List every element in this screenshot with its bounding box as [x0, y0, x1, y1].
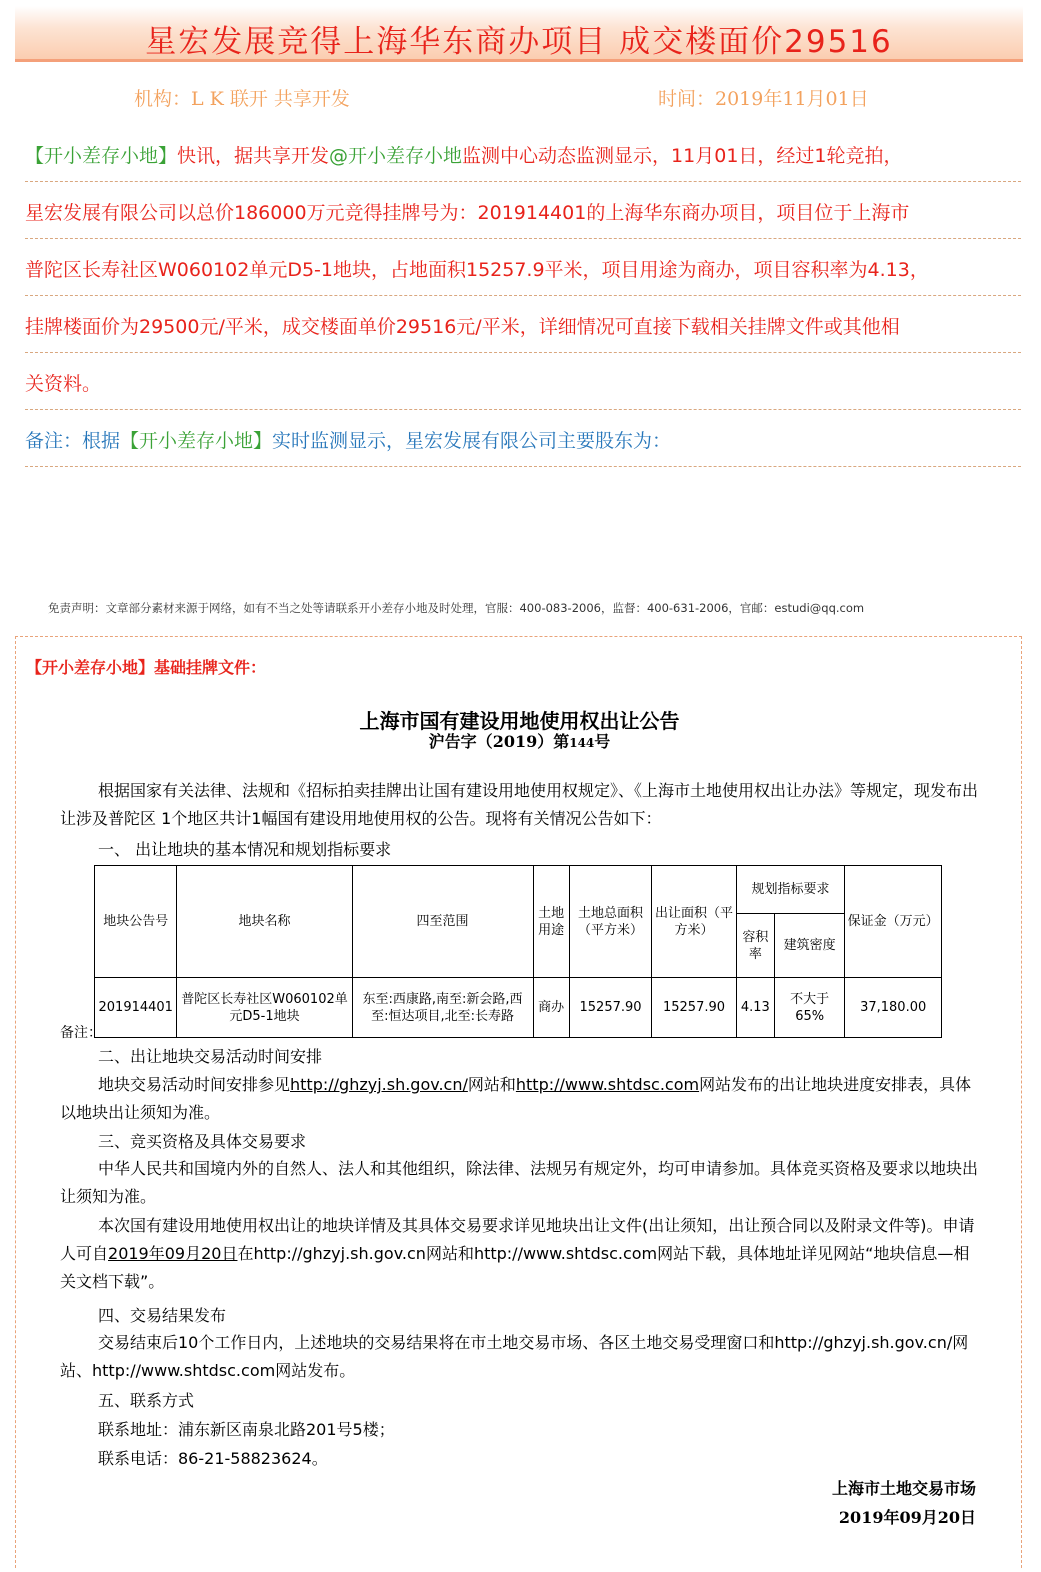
th-sell: 出让面积（平方米）: [652, 866, 736, 978]
news-text: 快讯，据共享开发: [177, 145, 330, 167]
table-remark: 备注：: [60, 1025, 102, 1041]
section-1-title: 一、 出让地块的基本情况和规划指标要求: [98, 840, 392, 859]
cell-use: 商办: [533, 978, 569, 1038]
time-label: 时间：2019年11月01日: [658, 88, 869, 110]
land-table: [94, 865, 942, 1038]
brand-tag-3: 【开小差存小地】: [120, 430, 273, 452]
note-text: 实时监测显示，星宏发展有限公司主要股东为：: [272, 430, 672, 452]
news-line-3: 普陀区长寿社区W060102单元D5-1地块，占地面积15257.9平米，项目用途为商办，项目容积率为4.13，: [25, 239, 1021, 296]
th-deposit: 保证金（万元）: [845, 866, 942, 978]
th-density: 建筑密度: [774, 914, 844, 978]
th-use: 土地用途: [533, 866, 569, 978]
th-far: 容积率: [736, 914, 774, 978]
signature-org: 上海市土地交易市场: [831, 1479, 976, 1498]
page-title: 星宏发展竞得上海华东商办项目 成交楼面价29516: [145, 24, 893, 60]
section-5-title: 五、联系方式: [98, 1391, 195, 1410]
disclaimer: 免责声明：文章部分素材来源于网络，如有不当之处等请联系开小差存小地及时处理，官服：400-083-2006，监督：400-631-2006，官邮：estudi@qq.com: [48, 601, 865, 615]
brand-tag: 【开小差存小地】: [25, 145, 178, 167]
org-label: 机构：L K 联开 共享开发: [134, 88, 350, 110]
signature-date: 2019年09月20日: [838, 1508, 976, 1527]
link-ghzyj[interactable]: http://ghzyj.sh.gov.cn/: [290, 1075, 468, 1094]
section-3-paragraph-2: 本次国有建设用地使用权出让的地块详情及其具体交易要求详见地块出让文件(出让须知，出让预合同以及附录文件等)。申请人可自2019年09月20日在http://ghzyj.sh.gov.cn网站和http://www.shtdsc.com网站下载，具体地址详见网站“地块信息—相关文档下载”。: [60, 1216, 975, 1291]
news-text: 监测中心动态监测显示，11月01日，经过1轮竞拍，: [462, 145, 903, 167]
news-line-4: 挂牌楼面价为29500元/平米，成交楼面单价29516元/平米，详细情况可直接下载相关挂牌文件或其他相: [25, 296, 1021, 353]
start-date: 2019年09月20日: [108, 1244, 238, 1263]
cell-total: 15257.90: [569, 978, 651, 1038]
th-total: 土地总面积（平方米）: [569, 866, 651, 978]
news-line-1: [25, 125, 1021, 182]
cell-bound: 东至:西康路,南至:新会路,西至:恒达项目,北至:长寿路: [352, 978, 533, 1038]
section-3-title: 三、竞买资格及具体交易要求: [98, 1132, 307, 1151]
intro-paragraph: 根据国家有关法律、法规和《招标拍卖挂牌出让国有建设用地使用权规定》、《上海市土地使用权出让办法》等规定，现发布出让涉及普陀区 1个地区共计1幅国有建设用地使用权的公告。现将有关情况公告如下：: [60, 781, 979, 828]
document-box: [15, 636, 1022, 1568]
cell-code: 201914401: [95, 978, 177, 1038]
cell-sell: 15257.90: [652, 978, 736, 1038]
doc-heading: 【开小差存小地】基础挂牌文件：: [26, 658, 267, 677]
note-text: 备注：根据: [25, 430, 121, 452]
section-4-title: 四、交易结果发布: [98, 1306, 227, 1325]
section-2-paragraph: 地块交易活动时间安排参见http://ghzyj.sh.gov.cn/网站和http://www.shtdsc.com网站发布的出让地块进度安排表，具体以地块出让须知为准。: [60, 1075, 972, 1122]
cell-far: 4.13: [736, 978, 774, 1038]
cell-name: 普陀区长寿社区W060102单元D5-1地块: [177, 978, 352, 1038]
section-3-paragraph-1: 中华人民共和国境内外的自然人、法人和其他组织，除法律、法规另有规定外，均可申请参加。具体竞买资格及要求以地块出让须知为准。: [60, 1159, 979, 1206]
cell-deposit: 37,180.00: [845, 978, 942, 1038]
link-shtdsc[interactable]: http://www.shtdsc.com: [515, 1075, 700, 1094]
brand-tag-2: @开小差存小地: [329, 145, 463, 167]
th-plan: 规划指标要求: [736, 866, 845, 914]
title-banner: [15, 6, 1023, 62]
th-name: 地块名称: [177, 866, 352, 978]
doc-title: 上海市国有建设用地使用权出让公告: [359, 709, 680, 733]
section-4-paragraph: 交易结束后10个工作日内，上述地块的交易结果将在市土地交易市场、各区土地交易受理窗口和http://ghzyj.sh.gov.cn/网站、http://www.shtdsc.com网站发布。: [60, 1333, 969, 1380]
contact-phone: 联系电话：86-21-58823624。: [98, 1449, 328, 1468]
th-code: 地块公告号: [95, 866, 177, 978]
news-line-5: 关资料。: [25, 353, 1021, 410]
cell-density: 不大于65%: [774, 978, 844, 1038]
news-note: [25, 410, 1021, 467]
th-bound: 四至范围: [352, 866, 533, 978]
news-line-2: 星宏发展有限公司以总价186000万元竞得挂牌号为：201914401的上海华东商办项目，项目位于上海市: [25, 182, 1021, 239]
contact-address: 联系地址：浦东新区南泉北路201号5楼；: [98, 1420, 395, 1439]
section-2-title: 二、出让地块交易活动时间安排: [98, 1047, 323, 1066]
doc-subtitle: 沪告字（2019）第144号: [428, 732, 611, 751]
